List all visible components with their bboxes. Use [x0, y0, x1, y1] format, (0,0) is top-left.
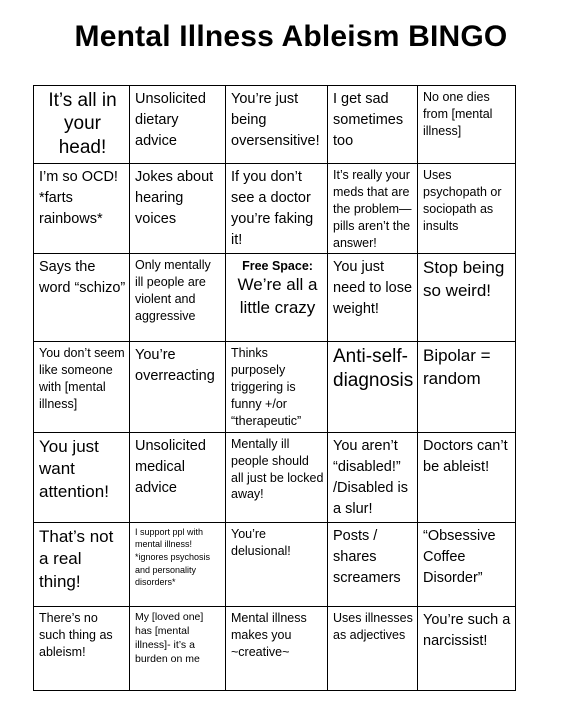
bingo-cell-text: It’s all in your head! [48, 90, 117, 158]
bingo-cell [130, 522, 226, 606]
bingo-cell-text: You just want attention! [39, 436, 109, 501]
bingo-cell [418, 164, 516, 254]
bingo-cell-text: There’s no such thing as ableism! [39, 610, 113, 659]
bingo-row [34, 254, 516, 342]
bingo-cell-text: Jokes about hearing voices [135, 169, 214, 228]
bingo-cell [130, 342, 226, 432]
bingo-cell-text: No one dies from [mental illness] [423, 90, 493, 138]
bingo-cell [226, 164, 328, 254]
bingo-cell-text: I support ppl with mental illness! *ignores psychosis and personality disorders* [135, 526, 211, 588]
bingo-cell [328, 432, 418, 522]
bingo-cell-text: Posts / shares screamers [333, 527, 401, 586]
bingo-cell-text: Thinks purposely triggering is funny +/or “therapeutic” [231, 346, 302, 428]
bingo-cell-text: You’re overreacting [135, 347, 215, 385]
bingo-row [34, 432, 516, 522]
bingo-cell [418, 86, 516, 164]
bingo-row [34, 164, 516, 254]
bingo-cell-text: Mental illness makes you ~creative~ [231, 610, 307, 659]
bingo-cell-text: Bipolar = random [423, 346, 491, 388]
bingo-cell-text: If you don’t see a doctor you’re faking it! [231, 169, 314, 249]
bingo-cell-text: Says the word “schizo” [39, 259, 126, 297]
bingo-cell-text: You’re such a narcissist! [423, 611, 511, 649]
bingo-cell [34, 86, 130, 164]
bingo-cell [328, 86, 418, 164]
bingo-cell [328, 342, 418, 432]
bingo-cell-text: It’s really your meds that are the problem— pills aren’t the answer! [333, 168, 412, 250]
bingo-cell [328, 254, 418, 342]
bingo-cell [226, 342, 328, 432]
bingo-cell [418, 522, 516, 606]
bingo-cell-text: Unsolicited dietary advice [135, 91, 206, 150]
bingo-cell [130, 164, 226, 254]
bingo-cell [226, 522, 328, 606]
bingo-cell-text: You just need to lose weight! [333, 259, 413, 318]
bingo-cell [34, 522, 130, 606]
bingo-cell-text: I’m so OCD! *farts rainbows* [39, 169, 118, 228]
bingo-cell [328, 522, 418, 606]
bingo-cell-text: Doctors can’t be ableist! [423, 437, 508, 475]
page-title: Mental Illness Ableism BINGO [74, 20, 508, 53]
bingo-cell [226, 432, 328, 522]
bingo-cell [130, 86, 226, 164]
bingo-cell [34, 432, 130, 522]
bingo-cell-text: You don’t seem like someone with [mental illness] [39, 346, 125, 411]
bingo-cell-text: “Obsessive Coffee Disorder” [423, 527, 496, 586]
bingo-cell [130, 432, 226, 522]
bingo-cell [418, 432, 516, 522]
bingo-cell-text: Unsolicited medical advice [135, 437, 206, 496]
bingo-cell-text: Mentally ill people should all just be locked away! [231, 436, 324, 502]
bingo-cell-text: Only mentally ill people are violent and aggressive [135, 258, 211, 323]
bingo-cell [34, 254, 130, 342]
bingo-cell-text: We’re all a little crazy [237, 275, 318, 318]
bingo-cell [34, 342, 130, 432]
bingo-cell-text: You aren’t “disabled!” /Disabled is a slur! [333, 437, 408, 517]
bingo-cell-text: Stop being so weird! [423, 258, 505, 300]
bingo-cell [418, 254, 516, 342]
bingo-cell [34, 164, 130, 254]
free-space-cell [226, 254, 328, 342]
bingo-cell [130, 254, 226, 342]
bingo-cell [418, 342, 516, 432]
bingo-cell-text: Uses illnesses as adjectives [333, 610, 413, 642]
bingo-cell-text: That’s not a real thing! [39, 526, 114, 591]
bingo-cell [418, 606, 516, 690]
bingo-row [34, 342, 516, 432]
bingo-cell [226, 86, 328, 164]
bingo-cell-text: Anti-self-diagnosis [333, 346, 414, 391]
bingo-grid [33, 85, 516, 691]
bingo-row [34, 86, 516, 164]
bingo-cell-text: You’re just being oversensitive! [231, 91, 320, 150]
bingo-cell [34, 606, 130, 690]
bingo-cell [226, 606, 328, 690]
bingo-cell-text: You’re delusional! [231, 526, 291, 558]
free-space-label: Free Space: [242, 259, 313, 274]
bingo-cell [130, 606, 226, 690]
bingo-cell [328, 606, 418, 690]
bingo-row [34, 606, 516, 690]
bingo-cell-text: Uses psychopath or sociopath as insults [423, 168, 502, 233]
bingo-row [34, 522, 516, 606]
bingo-cell-text: I get sad sometimes too [333, 91, 404, 150]
bingo-cell-text: My [loved one] has [mental illness]- it’s a burden on me [135, 610, 204, 666]
bingo-cell [328, 164, 418, 254]
